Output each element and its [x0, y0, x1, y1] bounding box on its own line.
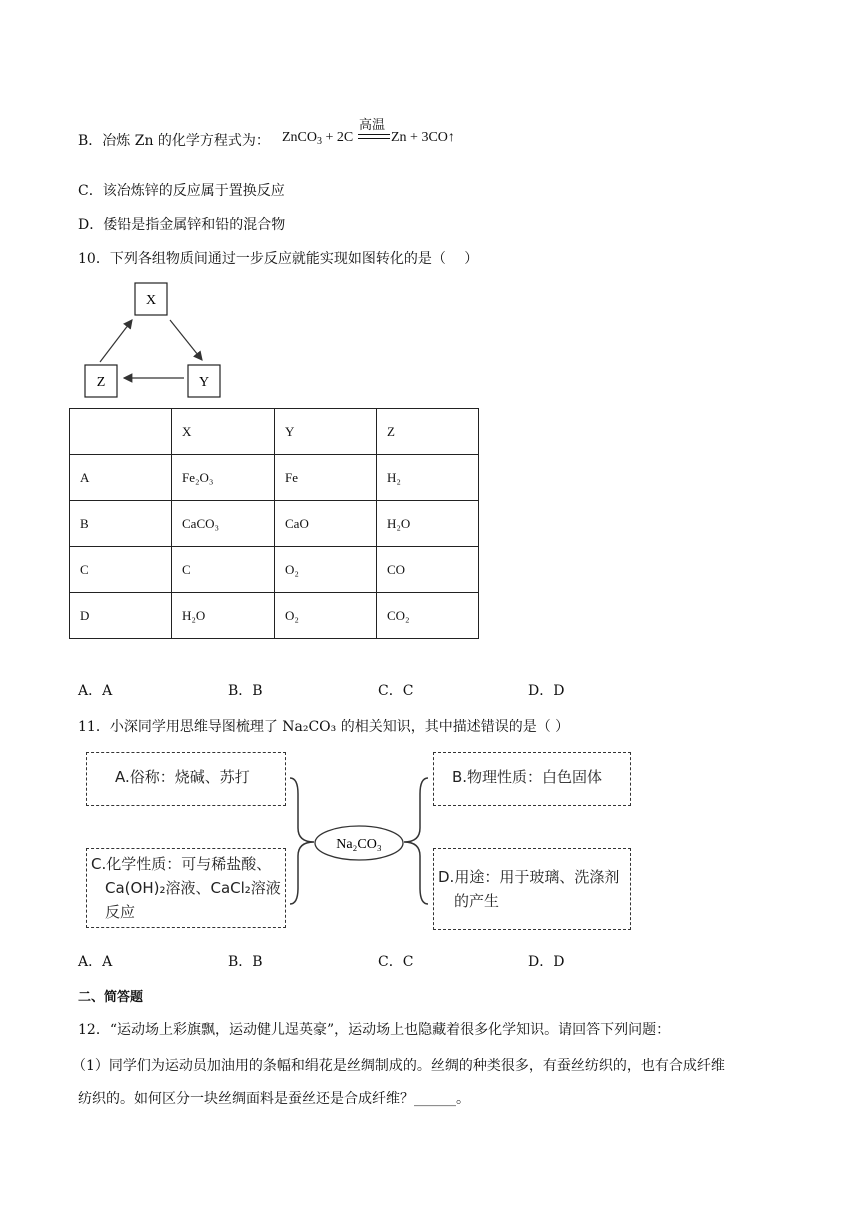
- table-row: A Fe₂O₃ Fe H₂: [70, 455, 479, 501]
- choice-d[interactable]: D．D: [528, 954, 565, 970]
- choice-a[interactable]: A．A: [78, 683, 113, 699]
- q10-stem: 10．下列各组物质间通过一步反应就能实现如图转化的是（ ）: [78, 251, 479, 267]
- node-z-label: Z: [96, 375, 106, 390]
- node-y-label: Y: [198, 375, 210, 390]
- q11-choices: [78, 951, 678, 971]
- cycle-diagram: [80, 280, 230, 405]
- node-x-label: X: [145, 293, 157, 308]
- box-b-text: B.物理性质：白色固体: [452, 768, 603, 786]
- choice-c[interactable]: C．C: [378, 954, 414, 970]
- equation-arrow: [358, 134, 390, 139]
- table-row: C C O₂ CO: [70, 547, 479, 593]
- center-node-label: Na₂CO₃: [336, 837, 382, 852]
- option-b: [78, 130, 270, 150]
- box-a-text: A.俗称：烧碱、苏打: [115, 768, 250, 786]
- option-d: D．倭铅是指金属锌和铅的混合物: [78, 217, 286, 233]
- arrow-x-to-y: [170, 320, 202, 360]
- q10-options-table: [69, 408, 479, 639]
- option-b-text: B．冶炼 Zn 的化学方程式为：: [78, 133, 270, 149]
- table-row: B CaCO₃ CaO H₂O: [70, 501, 479, 547]
- choice-a[interactable]: A．A: [78, 954, 113, 970]
- mindmap-box-b: [433, 752, 631, 806]
- option-c: C．该冶炼锌的反应属于置换反应: [78, 183, 285, 199]
- q12-part1-line2: 纺织的。如何区分一块丝绸面料是蚕丝还是合成纤维？______。: [78, 1091, 470, 1107]
- table-row: D H₂O O₂ CO₂: [70, 593, 479, 639]
- choice-d[interactable]: D．D: [528, 683, 565, 699]
- equation-condition: 高温: [359, 118, 386, 133]
- choice-c[interactable]: C．C: [378, 683, 414, 699]
- mindmap-box-a: [86, 752, 286, 806]
- q11-stem: 11．小深同学用思维导图梳理了 Na₂CO₃ 的相关知识，其中描述错误的是（ ）: [78, 719, 570, 735]
- mindmap-box-d: D.用途：用于玻璃、洗涤剂 的产生: [433, 848, 631, 930]
- q12-stem: 12．“运动场上彩旗飘，运动健儿逞英豪”，运动场上也隐藏着很多化学知识。请回答下列问题：: [78, 1022, 671, 1038]
- q10-choices: [78, 680, 678, 700]
- choice-b[interactable]: B．B: [228, 954, 263, 970]
- table-header-row: X Y Z: [70, 409, 479, 455]
- equation: ZnCO$_3$ + 2C: [282, 130, 354, 147]
- arrow-z-to-x: [100, 320, 132, 362]
- mindmap-box-c: C.化学性质：可与稀盐酸、 Ca(OH)₂溶液、CaCl₂溶液 反应: [86, 848, 286, 928]
- mindmap-connectors: [284, 770, 434, 920]
- section-heading: 二、简答题: [78, 990, 144, 1005]
- choice-b[interactable]: B．B: [228, 683, 263, 699]
- q12-part1-line1: （1）同学们为运动员加油用的条幅和绢花是丝绸制成的。丝绸的种类很多，有蚕丝纺织的，也有合成纤维: [72, 1058, 725, 1074]
- equation-products: Zn + 3CO↑: [391, 130, 455, 145]
